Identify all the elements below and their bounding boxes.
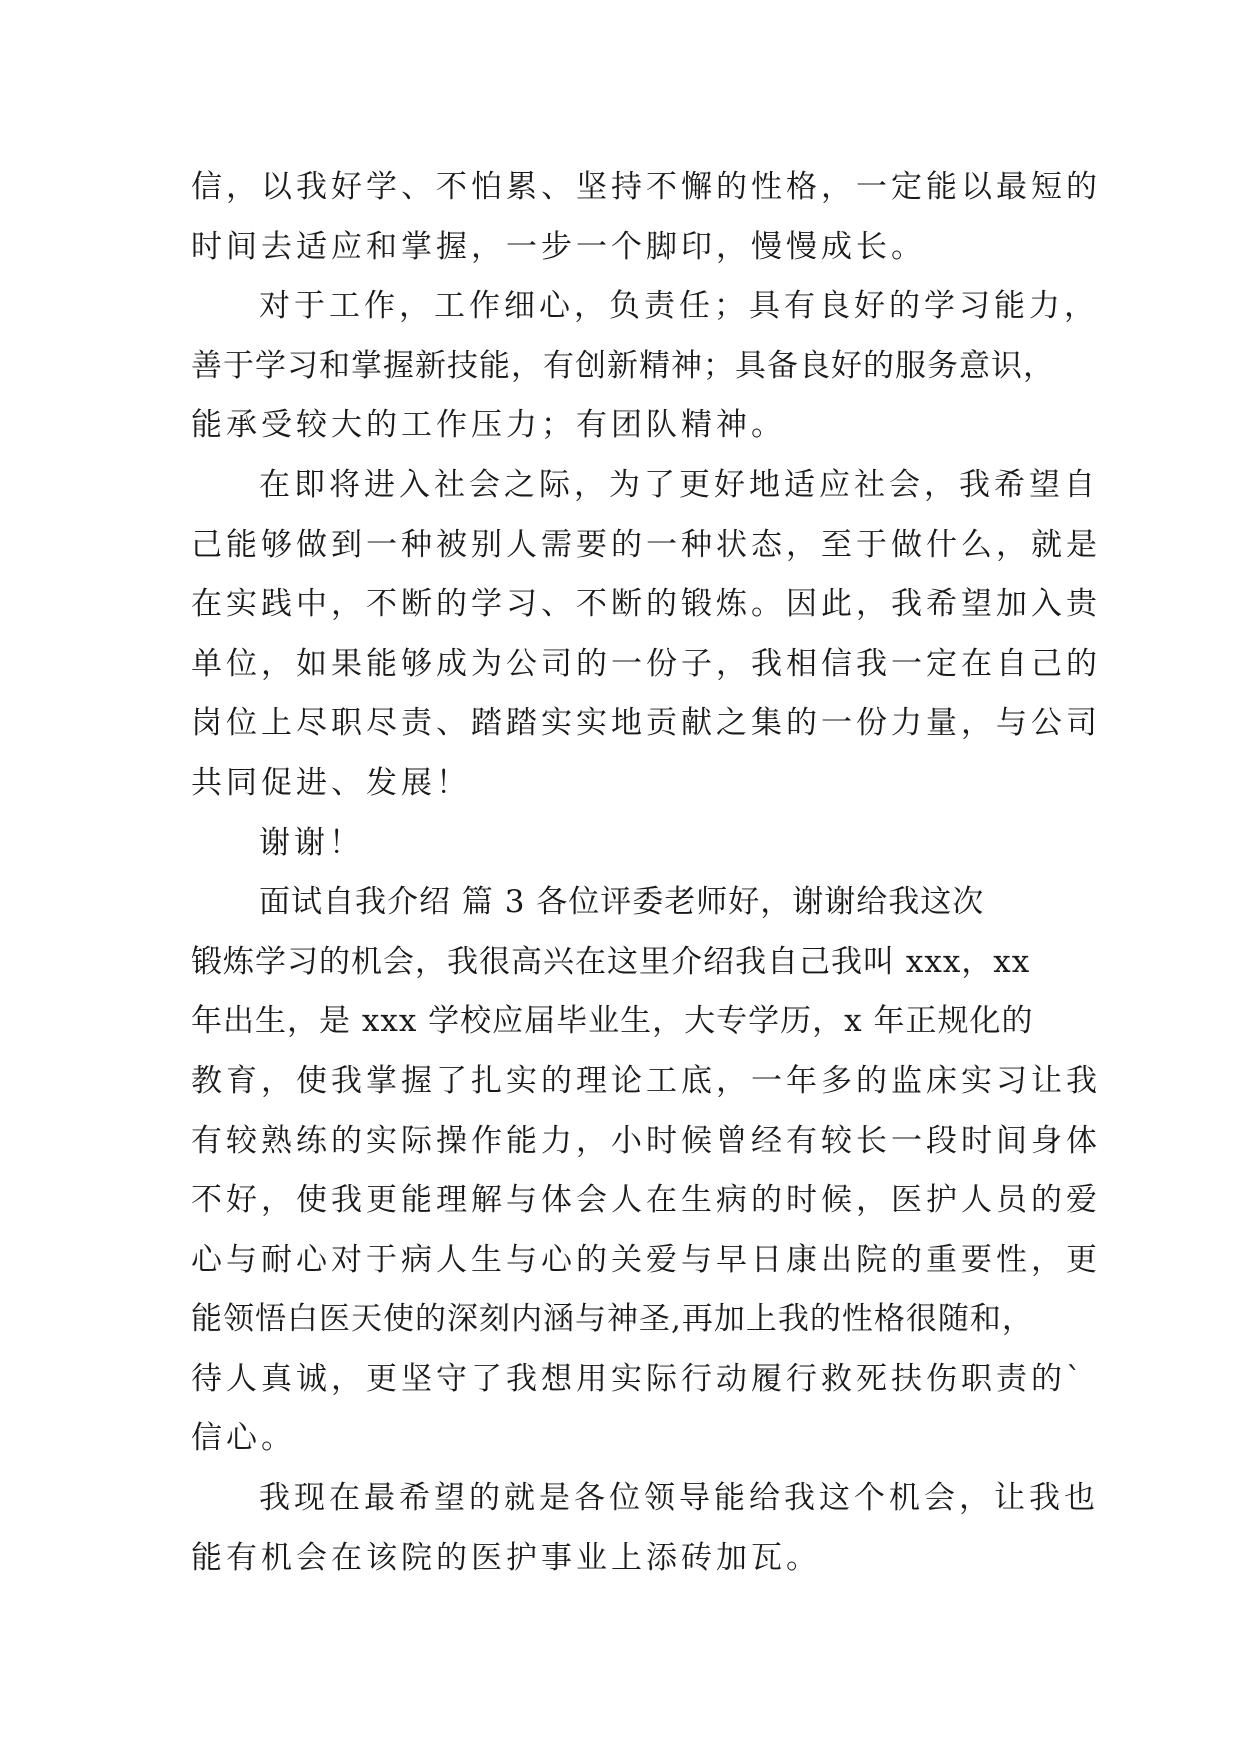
text-line: 在实践中，不断的学习、不断的锻炼。因此，我希望加入贵 bbox=[191, 586, 1101, 623]
text-line: 有较熟练的实际操作能力，小时候曾经有较长一段时间身体 bbox=[191, 1122, 1101, 1159]
document-body bbox=[191, 158, 1101, 1588]
text-line: 善于学习和掌握新技能，有创新精神；具备良好的服务意识， bbox=[191, 347, 1055, 384]
section-heading-line: 面试自我介绍 篇 3 各位评委老师好，谢谢给我这次 bbox=[259, 884, 985, 921]
text-line: 能承受较大的工作压力；有团队精神。 bbox=[191, 407, 786, 444]
text-line: 年出生，是 xxx 学校应届毕业生，大专学历，x 年正规化的 bbox=[191, 1003, 1034, 1040]
text-line: 能有机会在该院的医护事业上添砖加瓦。 bbox=[191, 1539, 821, 1576]
text-line: 不好，使我更能理解与体会人在生病的时候，医护人员的爱 bbox=[191, 1182, 1101, 1219]
text-line: 己能够做到一种被别人需要的一种状态，至于做什么，就是 bbox=[191, 526, 1101, 563]
paragraph-start-line: 对于工作，工作细心，负责任；具有良好的学习能力， bbox=[259, 288, 1099, 325]
paragraph-start-line: 在即将进入社会之际，为了更好地适应社会，我希望自 bbox=[259, 466, 1099, 503]
text-line: 时间去适应和掌握，一步一个脚印，慢慢成长。 bbox=[191, 228, 926, 265]
text-line: 信心。 bbox=[191, 1420, 296, 1457]
paragraph-start-line: 我现在最希望的就是各位领导能给我这个机会，让我也 bbox=[259, 1480, 1099, 1517]
text-line: 单位，如果能够成为公司的一份子，我相信我一定在自己的 bbox=[191, 645, 1101, 682]
text-line: 共同促进、发展！ bbox=[191, 764, 471, 801]
text-line: 岗位上尽职尽责、踏踏实实地贡献之集的一份力量，与公司 bbox=[191, 705, 1101, 742]
text-line: 能领悟白医天使的深刻内涵与神圣,再加上我的性格很随和， bbox=[191, 1301, 1034, 1338]
text-line: 心与耐心对于病人生与心的关爱与早日康出院的重要性，更 bbox=[191, 1241, 1101, 1278]
text-line: 锻炼学习的机会，我很高兴在这里介绍我自己我叫 xxx，xx bbox=[191, 943, 1031, 980]
text-line: 待人真诚，更坚守了我想用实际行动履行救死扶伤职责的` bbox=[191, 1360, 1086, 1397]
text-line: 信，以我好学、不怕累、坚持不懈的性格，一定能以最短的 bbox=[191, 169, 1101, 205]
paragraph-start-line: 谢谢！ bbox=[259, 824, 364, 861]
text-line: 教育，使我掌握了扎实的理论工底，一年多的监床实习让我 bbox=[191, 1062, 1101, 1099]
